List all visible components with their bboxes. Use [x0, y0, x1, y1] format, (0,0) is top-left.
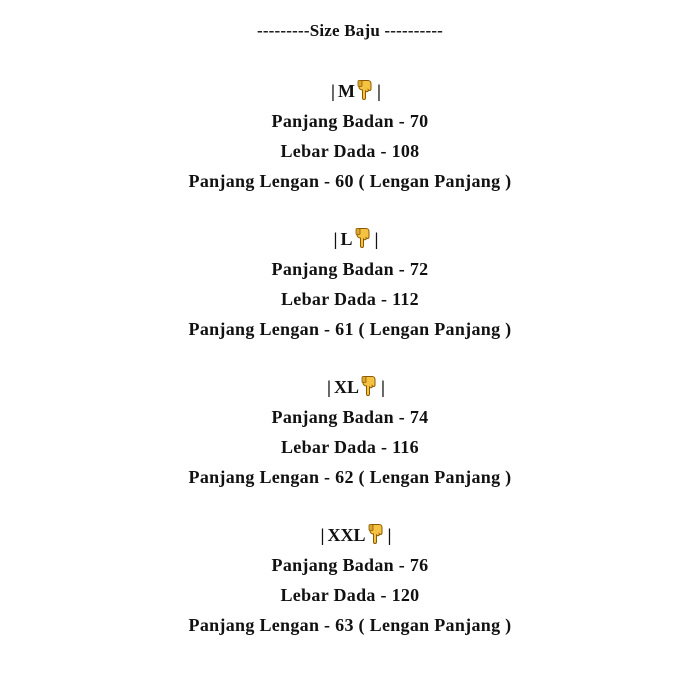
panjang-badan: Panjang Badan - 72 [271, 259, 429, 279]
panjang-badan: Panjang Badan - 76 [271, 555, 429, 575]
pointing-down-hand-icon [367, 524, 385, 544]
panjang-lengan: Panjang Lengan - 62 ( Lengan Panjang ) [188, 467, 512, 487]
size-heading-xl [12, 372, 700, 402]
panjang-lengan: Panjang Lengan - 61 ( Lengan Panjang ) [188, 319, 512, 339]
lebar-dada: Lebar Dada - 108 [280, 141, 420, 161]
pointing-down-hand-icon [360, 376, 378, 396]
pipe-left: | [333, 229, 338, 249]
size-heading-l [12, 224, 700, 254]
lebar-dada: Lebar Dada - 116 [281, 437, 419, 457]
panjang-badan: Panjang Badan - 74 [271, 407, 429, 427]
page-title: ---------Size Baju ---------- [256, 21, 444, 40]
size-block-l [0, 224, 700, 344]
pipe-right: | [381, 377, 385, 397]
size-heading-m [12, 76, 700, 106]
lebar-dada: Lebar Dada - 112 [281, 289, 419, 309]
lebar-dada: Lebar Dada - 120 [280, 585, 420, 605]
size-label: M [338, 81, 355, 101]
size-label: L [340, 229, 353, 249]
pointing-down-hand-icon [356, 80, 374, 100]
panjang-lengan: Panjang Lengan - 60 ( Lengan Panjang ) [188, 171, 512, 191]
pipe-left: | [331, 81, 335, 101]
size-block-xl [0, 372, 700, 492]
size-label: XXL [327, 525, 366, 545]
size-block-m [0, 76, 700, 196]
size-label: XL [333, 377, 359, 397]
panjang-lengan: Panjang Lengan - 63 ( Lengan Panjang ) [188, 615, 512, 635]
pipe-right: | [387, 525, 392, 545]
pipe-right: | [377, 81, 381, 101]
pipe-right: | [374, 229, 379, 249]
size-block-xxl [0, 520, 700, 640]
pipe-left: | [327, 377, 331, 397]
panjang-badan: Panjang Badan - 70 [271, 111, 429, 131]
size-heading-xxl [12, 520, 700, 550]
pointing-down-hand-icon [354, 228, 372, 248]
pipe-left: | [320, 525, 325, 545]
